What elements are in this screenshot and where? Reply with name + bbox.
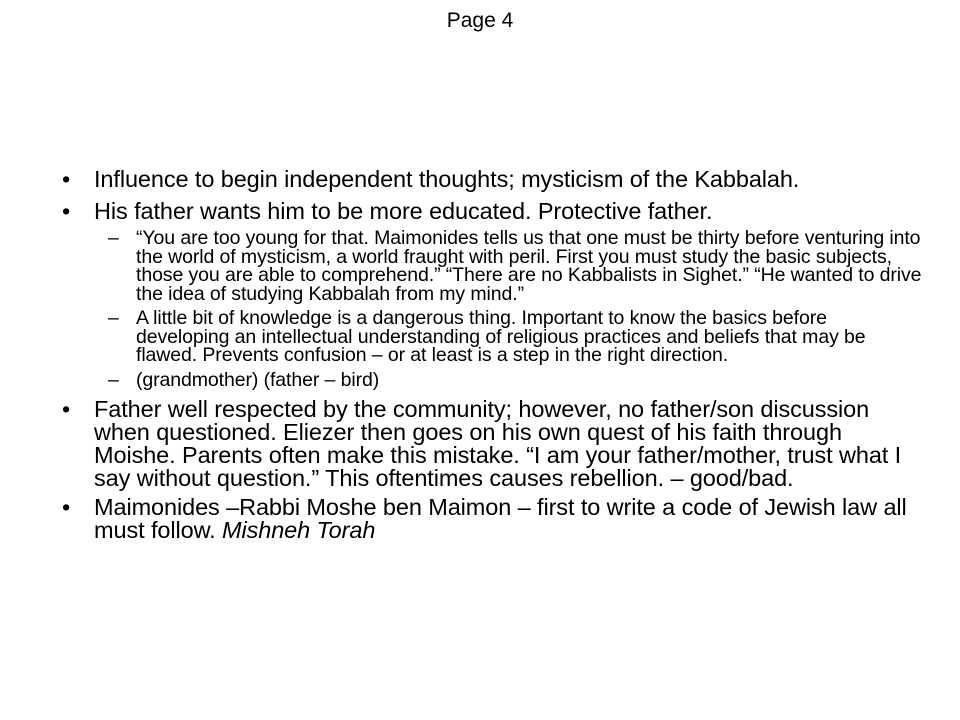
slide-content	[62, 168, 922, 542]
bullet-item	[62, 496, 922, 542]
bullet-marker: •	[62, 396, 71, 422]
sub-bullet-item	[94, 229, 922, 303]
dash-marker: –	[108, 227, 119, 249]
bullet-text: Influence to begin independent thoughts; mysticism of the Kabbalah.	[94, 166, 800, 192]
sub-bullet-list	[94, 229, 922, 389]
sub-bullet-item	[94, 309, 922, 365]
bullet-item	[62, 398, 922, 490]
bullet-item	[62, 168, 922, 191]
sub-bullet-text: (grandmother) (father – bird)	[136, 368, 380, 391]
bullet-text: Father well respected by the community; however, no father/son discussion when questioned. Eliezer then goes on his own quest of his faith through Moishe. Parents often make this mistake. “I am your father/mother, trust what I say without question.” This oftentimes causes rebellion. – good/bad.	[94, 396, 902, 491]
page-title: Page 4	[446, 9, 514, 32]
bullet-item	[62, 200, 922, 223]
bullet-text: His father wants him to be more educated. Protective father.	[94, 198, 713, 224]
sub-bullet-text: “You are too young for that. Maimonides tells us that one must be thirty before venturing into the world of mysticism, a world fraught with peril. First you must study the basic subjects, those you are able to comprehend.” “There are no Kabbalists in Sighet.” “He wanted to drive the idea of studying Kabbalah from my mind.”	[136, 227, 922, 305]
bullet-marker: •	[62, 198, 71, 224]
bullet-text: Maimonides –Rabbi Moshe ben Maimon – first to write a code of Jewish law all must follow.	[94, 494, 907, 543]
dash-marker: –	[108, 368, 119, 391]
bullet-marker: •	[62, 494, 71, 520]
book-title-italic: Mishneh Torah	[222, 517, 376, 543]
dash-marker: –	[108, 307, 119, 329]
bullet-marker: •	[62, 166, 71, 192]
sub-bullet-text: A little bit of knowledge is a dangerous thing. Important to know the basics before developing an intellectual understanding of religious practices and beliefs that may be flawed. Prevents confusion – or at least is a step in the right direction.	[136, 307, 866, 366]
sub-bullet-item	[94, 368, 922, 391]
